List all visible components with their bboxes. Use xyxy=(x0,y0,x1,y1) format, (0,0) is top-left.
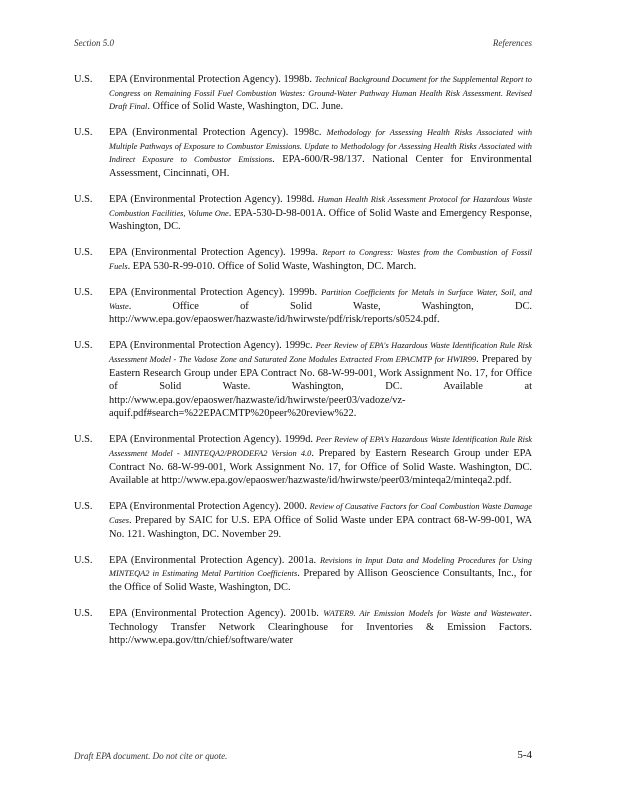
reference-details: . Prepared by Eastern Research Group under EPA Contract No. 68-W-99-001, Work Assignment No. 17, for Office of Solid Waste. Washington, DC. Available at http://www.epa.gov/epaoswer/hazwaste/id/hwirwste/peer03/vadoze/vz-aquif.pdf#search=%22EPACMTP%20peer%20review%22. xyxy=(109,354,532,420)
reference-details: . Office of Solid Waste, Washington, DC. June. xyxy=(147,101,344,113)
reference-entry xyxy=(74,339,532,421)
reference-title: WATER9. Air Emission Models for Waste and Wastewater xyxy=(323,608,530,618)
reference-entry xyxy=(74,554,532,595)
reference-entry xyxy=(74,607,532,648)
reference-cite: U.S. xyxy=(74,554,93,566)
reference-author-year: EPA (Environmental Protection Agency). 2001b. xyxy=(109,607,319,619)
reference-entry xyxy=(74,286,532,327)
reference-entry xyxy=(74,500,532,541)
reference-details: . EPA-530-D-98-001A. Office of Solid Waste and Emergency Response, Washington, DC. xyxy=(109,207,532,233)
reference-title: Methodology for Assessing Health Risks Associated with Multiple Pathways of Exposure to Combustor Emissions. Update to Methodology for Assessing Health Risks Associated with Indirect Exposure to Combustor Emissions xyxy=(109,128,533,165)
reference-cite: U.S. xyxy=(74,340,93,352)
reference-details: . Technology Transfer Network Clearinghouse for Inventories & Emission Factors. http://www.epa.gov/ttn/chief/software/water xyxy=(109,607,532,647)
reference-details: . EPA 530-R-99-010. Office of Solid Waste, Washington, DC. March. xyxy=(127,261,417,273)
reference-author-year: EPA (Environmental Protection Agency). 1999d. xyxy=(109,434,314,446)
reference-title: Partition Coefficients for Metals in Surface Water, Soil, and Waste xyxy=(109,288,532,311)
reference-title: Review of Causative Factors for Coal Combustion Waste Damage Cases xyxy=(109,502,532,525)
reference-author-year: EPA (Environmental Protection Agency). 1999a. xyxy=(109,247,318,259)
reference-cite: U.S. xyxy=(74,127,93,139)
reference-cite: U.S. xyxy=(74,74,93,85)
reference-author-year: EPA (Environmental Protection Agency). 1998d. xyxy=(109,194,315,206)
reference-title: Peer Review of EPA's Hazardous Waste Identification Rule Risk Assessment Model - The Vadose Zone and Saturated Zone Modules Extracted From EPACMTP for HWIR99 xyxy=(109,341,532,364)
reference-details: . EPA-600/R-98/137. National Center for Environmental Assessment, Cincinnati, OH. xyxy=(109,154,533,180)
reference-entry xyxy=(74,73,532,114)
reference-title: Peer Review of EPA's Hazardous Waste Identification Rule Risk Assessment Model - MINTEQA2/PRODEFA2 Version 4.0 xyxy=(109,435,532,459)
reference-entry xyxy=(74,126,532,180)
reference-author-year: EPA (Environmental Protection Agency). 1998c. xyxy=(109,127,322,139)
reference-author-year: EPA (Environmental Protection Agency). 2001a. xyxy=(109,554,317,566)
reference-cite: U.S. xyxy=(74,247,93,259)
reference-author-year: EPA (Environmental Protection Agency). 1999b. xyxy=(109,287,318,299)
reference-title: Technical Background Document for the Supplemental Report to Congress on Remaining Fossil Fuel Combustion Wastes: Ground-Water Pathway Human Health Risk Assessment. Revised Draft Final xyxy=(109,75,532,112)
page-number: 5-4 xyxy=(517,749,532,761)
reference-cite: U.S. xyxy=(74,287,93,299)
header-title: References xyxy=(492,38,532,48)
reference-cite: U.S. xyxy=(74,194,93,206)
reference-author-year: EPA (Environmental Protection Agency). 2000. xyxy=(109,501,307,513)
reference-title: Human Health Risk Assessment Protocol for Hazardous Waste Combustion Facilities, Volume One xyxy=(109,195,532,218)
reference-entry xyxy=(74,193,532,234)
reference-entry xyxy=(74,433,532,487)
reference-list xyxy=(74,73,532,660)
reference-author-year: EPA (Environmental Protection Agency). 1998b. xyxy=(109,74,313,85)
draft-notice: Draft EPA document. Do not cite or quote. xyxy=(74,751,228,761)
reference-title: Report to Congress: Wastes from the Combustion of Fossil Fuels xyxy=(109,248,532,272)
reference-author-year: EPA (Environmental Protection Agency). 1999c. xyxy=(109,340,313,352)
reference-details: . Prepared by SAIC for U.S. EPA Office of Solid Waste under EPA contract 68-W-99-001, WA No. 121. Washington, DC. November 29. xyxy=(109,514,532,540)
reference-entry xyxy=(74,246,532,273)
reference-details: . Office of Solid Waste, Washington, DC. http://www.epa.gov/epaoswer/hazwaste/id/hwirwste/pdf/risk/reports/s0524.pdf. xyxy=(109,300,532,326)
section-label: Section 5.0 xyxy=(74,38,114,48)
reference-details: . Prepared by Eastern Research Group under EPA Contract No. 68-W-99-001, Work Assignment No. 17, for Office of Solid Waste. Washington, DC. Available at http://www.epa.gov/epaoswer/hazwaste/id/hwirwste/peer03/minteqa2/minteqa2.pdf. xyxy=(109,448,532,487)
reference-cite: U.S. xyxy=(74,607,93,619)
reference-cite: U.S. xyxy=(74,501,93,513)
reference-cite: U.S. xyxy=(74,434,93,446)
reference-details: . Prepared by Allison Geoscience Consultants, Inc., for the Office of Solid Waste, Washington, DC. xyxy=(109,568,532,593)
reference-title: Revisions in Input Data and Modeling Procedures for Using MINTEQA2 in Estimating Metal Partition Coefficients xyxy=(109,555,532,579)
